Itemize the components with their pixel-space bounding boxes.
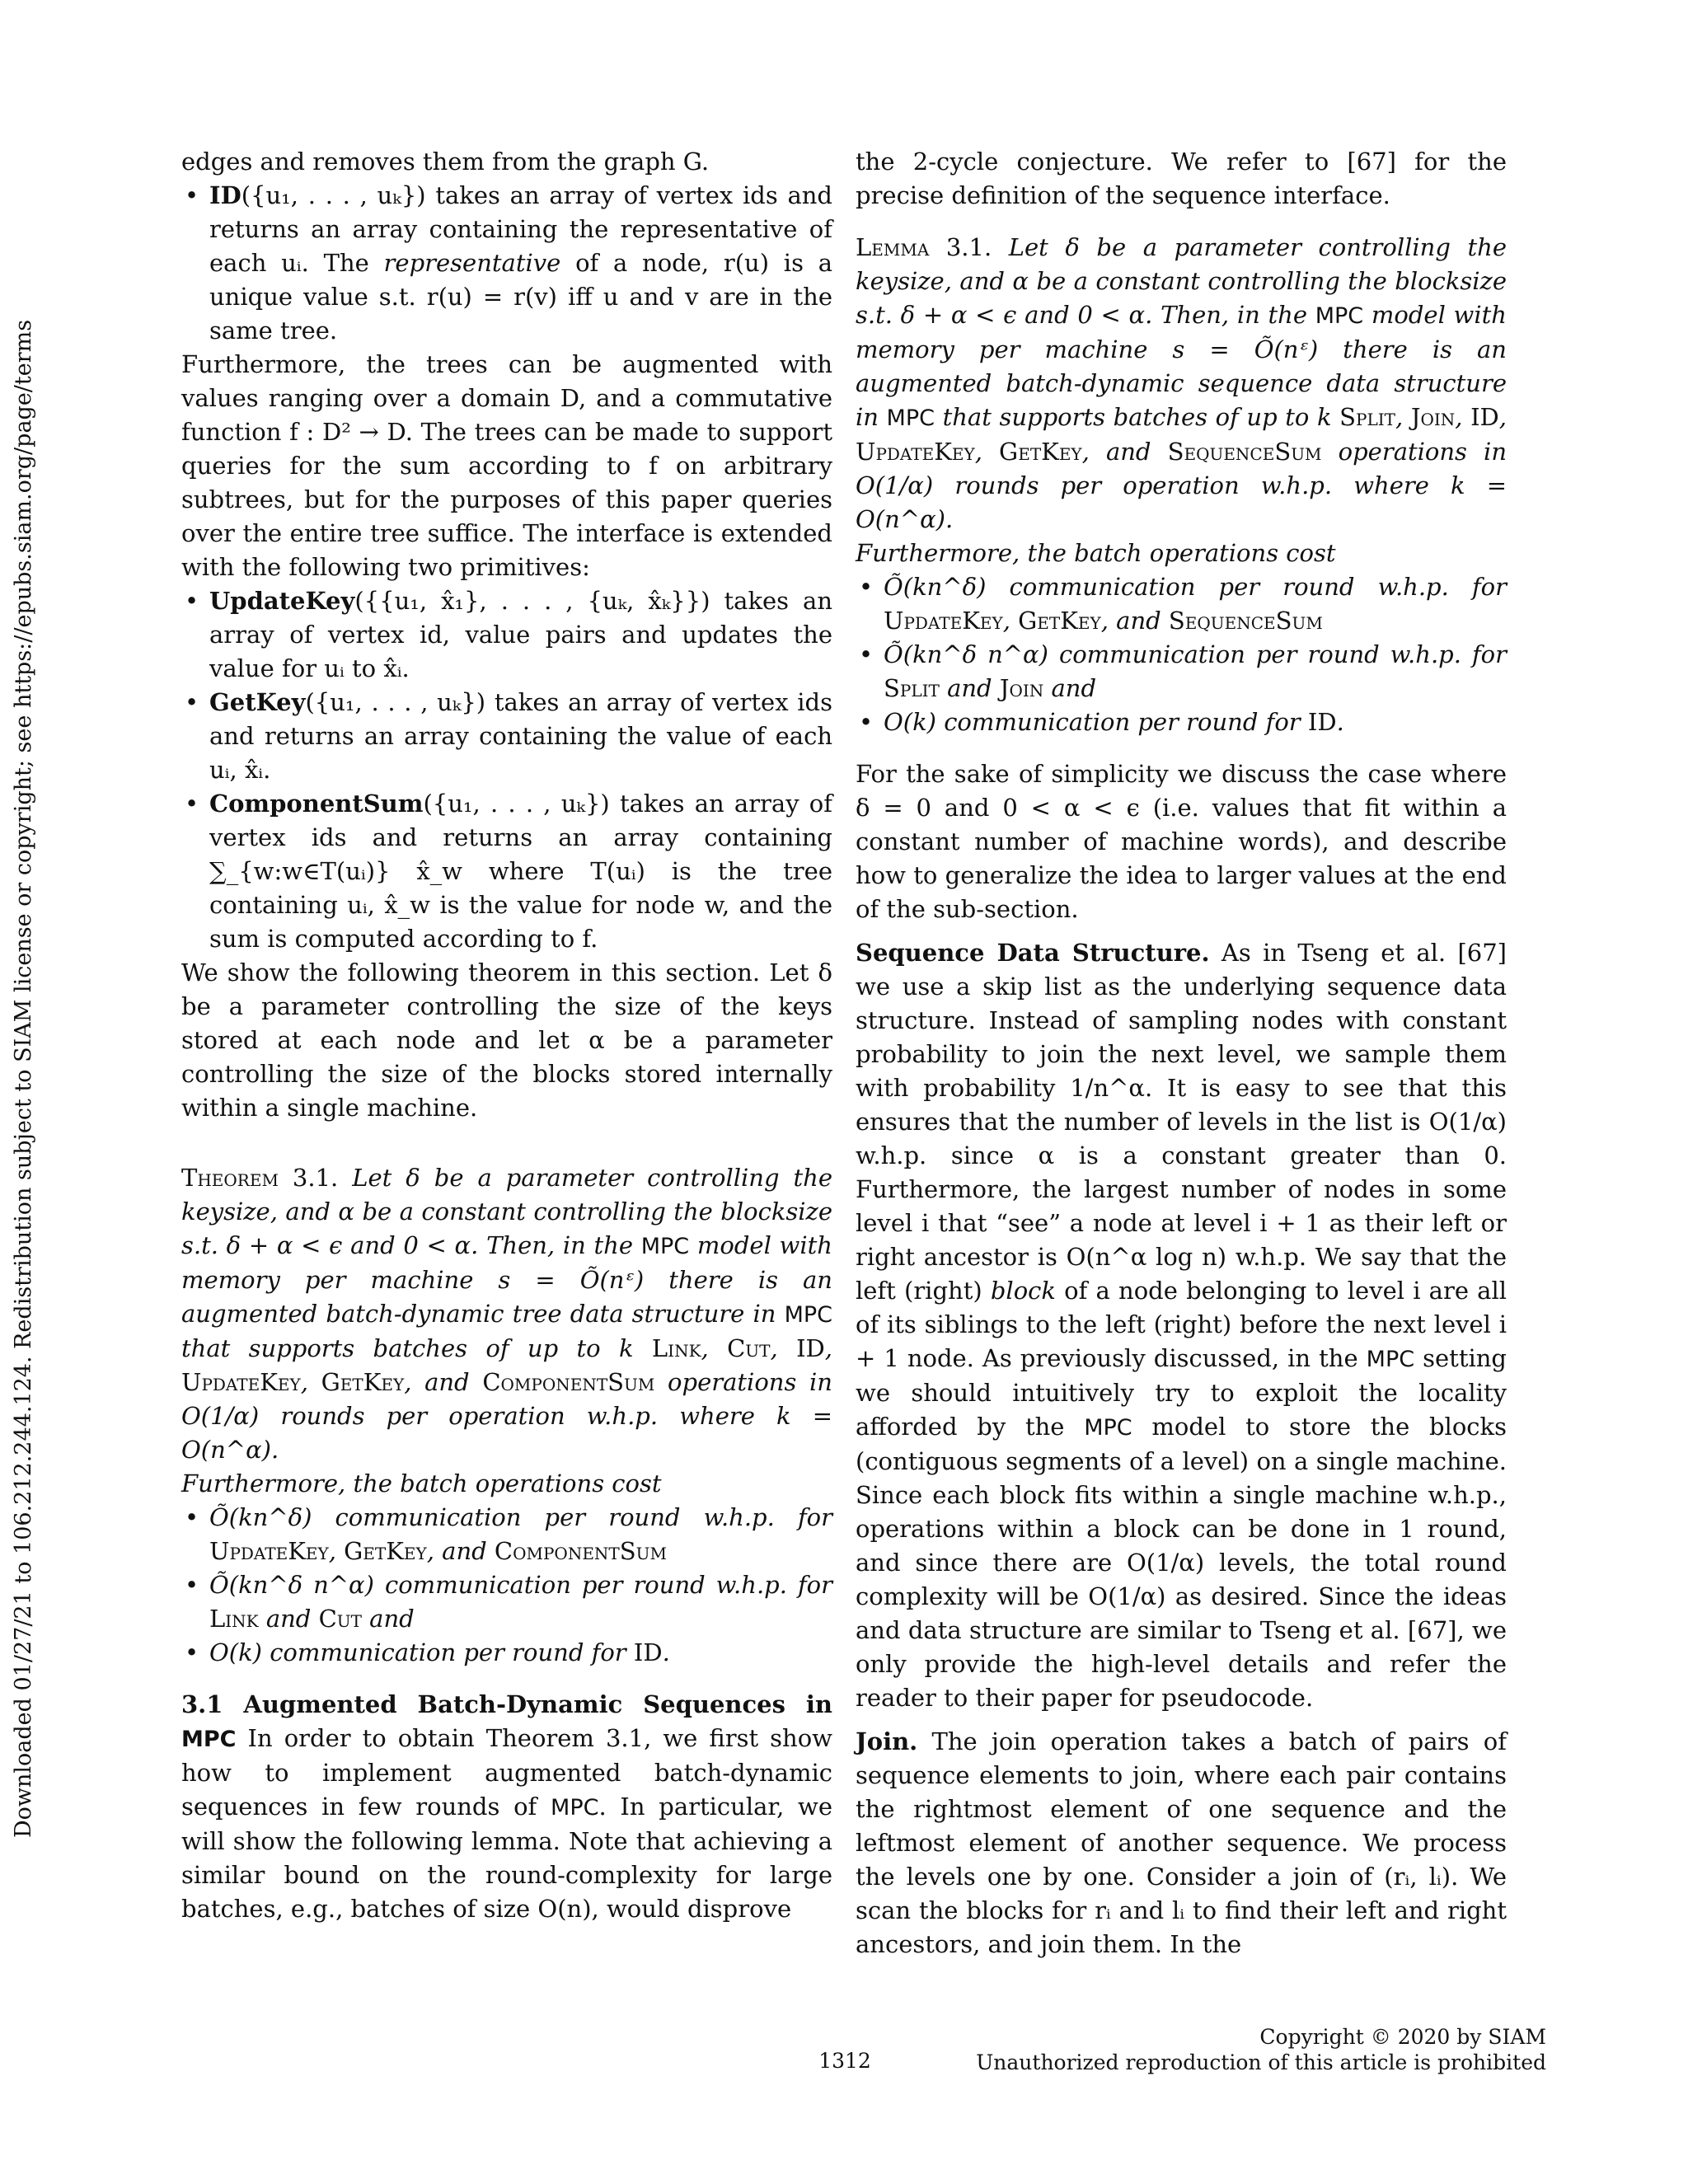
augmented-primitive-list (181, 584, 832, 956)
list-item: • O(k) communication per round for ID. (856, 705, 1507, 739)
list-item: • Õ(kn^δ n^α) communication per round w.h.p. for Split and Join and (856, 638, 1507, 705)
left-column (181, 145, 832, 1926)
list-item: • Õ(kn^δ) communication per round w.h.p. for UpdateKey, GetKey, and SequenceSum (856, 570, 1507, 638)
list-item: • O(k) communication per round for ID. (181, 1636, 832, 1670)
theorem-3-1: Theorem 3.1. Let δ be a parameter controlling the keysize, and α be a constant controlling the blocksize s.t. δ + α < ϵ and 0 < α. Then, in the MPC model with memory per machine s = Õ(nᵋ) there is an augmented batch-dynamic tree data structure in MPC that supports batches of up to k Link, Cut, ID, UpdateKey, GetKey, and ComponentSum operations in O(1/α) rounds per operation w.h.p. where k = O(n^α). Furthermore, the batch operations cost • Õ(kn^δ) communication per round w.h.p. for UpdateKey, GetKey, and ComponentSum • Õ(kn^δ n^α) communication per round w.h.p. for Link and Cut and • O(k) communication per round for ID. (181, 1161, 832, 1670)
lemma-3-1: Lemma 3.1. Let δ be a parameter controlling the keysize, and α be a constant controlling the blocksize s.t. δ + α < ϵ and 0 < α. Then, in the MPC model with memory per machine s = Õ(nᵋ) there is an augmented batch-dynamic sequence data structure in MPC that supports batches of up to k Split, Join, ID, UpdateKey, GetKey, and SequenceSum operations in O(1/α) rounds per operation w.h.p. where k = O(n^α). Furthermore, the batch operations cost • Õ(kn^δ) communication per round w.h.p. for UpdateKey, GetKey, and SequenceSum • Õ(kn^δ n^α) communication per round w.h.p. for Split and Join and • O(k) communication per round for ID. (856, 231, 1507, 739)
paragraph: edges and removes them from the graph G. (181, 148, 710, 176)
right-column (856, 145, 1507, 1961)
download-notice: Downloaded 01/27/21 to 106.212.244.124. Redistribution subject to SIAM license or copyright; see https://epubs.siam.org/page/terms (11, 319, 36, 1838)
list-item: • Õ(kn^δ) communication per round w.h.p. for UpdateKey, GetKey, and ComponentSum (181, 1501, 832, 1568)
list-item-componentsum: • ComponentSum({u₁, . . . , uₖ}) takes an array of vertex ids and returns an array containing ∑_{w:w∈T(uᵢ)} x̂_w where T(uᵢ) is the tree containing uᵢ, x̂_w is the value for node w, and the sum is computed according to f. (181, 787, 832, 956)
list-item-id: • ID({u₁, . . . , uₖ}) takes an array of vertex ids and returns an array containing the representative of each uᵢ. The representative of a node, r(u) is a unique value s.t. r(u) = r(v) iff u and v are in the same tree. (181, 179, 832, 348)
join-paragraph: Join. The join operation takes a batch of pairs of sequence elements to join, where each pair contains the rightmost element of one sequence and the leftmost element of another sequence. We process the levels one by one. Consider a join of (rᵢ, lᵢ). We scan the blocks for rᵢ and lᵢ to find their left and right ancestors, and join them. In the (856, 1727, 1507, 1958)
lemma-cost-list (856, 570, 1507, 739)
paragraph: the 2-cycle conjecture. We refer to [67] for the precise definition of the sequence interface. (856, 148, 1507, 209)
paragraph-heading: Join. (856, 1727, 918, 1755)
lemma-label: Lemma 3.1. (856, 233, 992, 261)
primitive-list (181, 179, 832, 348)
page-number: 1312 (818, 2049, 871, 2073)
copyright-notice: Copyright © 2020 by SIAM Unauthorized reproduction of this article is prohibited (976, 2025, 1546, 2074)
list-item-updatekey: • UpdateKey({{u₁, x̂₁}, . . . , {uₖ, x̂ₖ}}) takes an array of vertex id, value pairs and updates the value for uᵢ to x̂ᵢ. (181, 584, 832, 686)
list-item-getkey: • GetKey({u₁, . . . , uₖ}) takes an array of vertex ids and returns an array containing the value of each uᵢ, x̂ᵢ. (181, 686, 832, 787)
paragraph: Furthermore, the trees can be augmented with values ranging over a domain D, and a commutative function f : D² → D. The trees can be made to support queries for the sum according to f on arbitrary subtrees, but for the purposes of this paper queries over the entire tree suffice. The interface is extended with the following two primitives: (181, 350, 832, 581)
theorem-label: Theorem 3.1. (181, 1164, 339, 1192)
paragraph: For the sake of simplicity we discuss the case where δ = 0 and 0 < α < ϵ (i.e. values that fit within a constant number of machine words), and describe how to generalize the idea to larger values at the end of the sub-section. (856, 760, 1507, 923)
sequence-data-structure-paragraph: Sequence Data Structure. As in Tseng et al. [67] we use a skip list as the underlying sequence data structure. Instead of sampling nodes with constant probability to join the next level, we sample them with probability 1/n^α. It is easy to see that this ensures that the number of levels in the list is O(1/α) w.h.p. since α is a constant greater than 0. Furthermore, the largest number of nodes in some level i that “see” a node at level i + 1 as their left or right ancestor is O(n^α log n) w.h.p. We say that the left (right) block of a node belonging to level i are all of its siblings to the left (right) before the next level i + 1 node. As previously discussed, in the MPC setting we should intuitively try to exploit the locality afforded by the MPC model to store the blocks (contiguous segments of a level) on a single machine. Since each block fits within a single machine w.h.p., operations within a block can be done in 1 round, and since there are O(1/α) levels, the total round complexity will be O(1/α) as desired. Since the ideas and data structure are similar to Tseng et al. [67], we only provide the high-level details and refer the reader to their paper for pseudocode. (856, 939, 1507, 1712)
section-3-1: 3.1 Augmented Batch-Dynamic Sequences in MPC In order to obtain Theorem 3.1, we first show how to implement augmented batch-dynamic sequences in few rounds of MPC. In particular, we will show the following lemma. Note that achieving a similar bound on the round-complexity for large batches, e.g., batches of size O(n), would disprove (181, 1690, 833, 1923)
paragraph: We show the following theorem in this section. Let δ be a parameter controlling the size of the keys stored at each node and let α be a parameter controlling the size of the blocks stored internally within a single machine. (181, 958, 832, 1122)
section-heading: 3.1 Augmented Batch-Dynamic Sequences in (181, 1690, 832, 1718)
theorem-cost-list (181, 1501, 832, 1670)
paragraph-heading: Sequence Data Structure. (856, 939, 1210, 967)
list-item: • Õ(kn^δ n^α) communication per round w.h.p. for Link and Cut and (181, 1568, 832, 1636)
